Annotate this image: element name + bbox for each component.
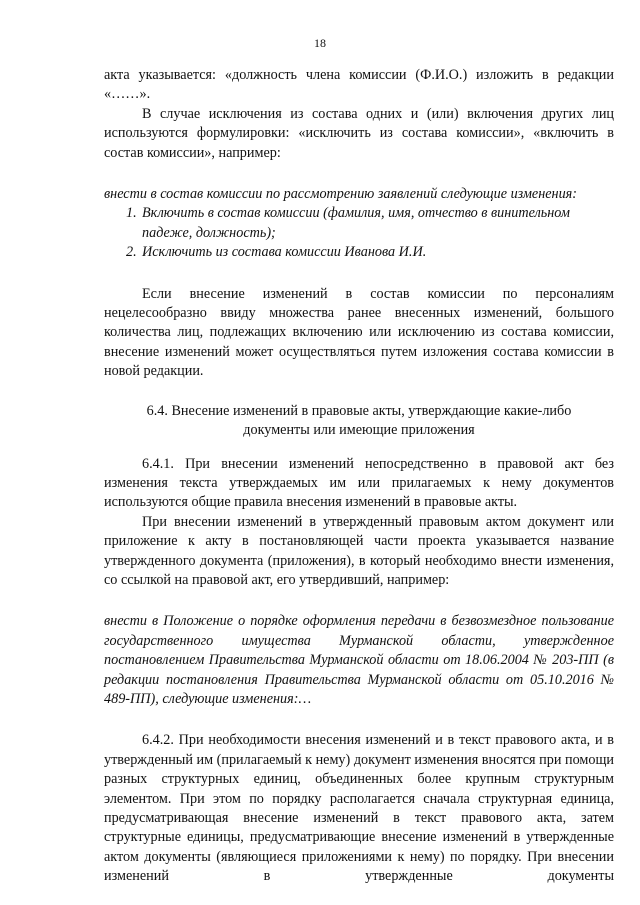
paragraph-personnel-changes: Если внесение изменений в состав комиссии по персоналиям нецелесообразно ввиду множества ранее внесенных изменений, большого количества лиц, подлежащих включению или исключению из состава комиссии, внесение изменений может осуществляться путем изложения состава комиссии в новой редакции. (104, 285, 614, 380)
paragraph-6-4-2: 6.4.2. При необходимости внесения изменений и в текст правового акта, и в утвержденный им (прилагаемый к нему) документ изменения вносятся при помощи разных структурных единиц, объединенных более крупным структурным элементом. При этом по порядку располагается сначала структурная единица, предусматривающая внесение изменений в текст правового акта, затем структурные единицы, предусматривающие внесение изменений в утвержденные актом документы (являющиеся приложениями к нему) по порядку. При внесении изменений в утвержденные документы (104, 732, 614, 885)
list-item-text: Исключить из состава комиссии Иванова И.И. (142, 244, 427, 261)
example-list-item (126, 243, 614, 262)
section-heading: 6.4. Внесение изменений в правовые акты, утверждающие какие-либо документы или имеющие приложения (146, 402, 572, 439)
example-list (104, 204, 614, 262)
paragraph-6-4-1: 6.4.1. При внесении изменений непосредственно в правовой акт без изменения текста утверждаемых им или прилагаемых к нему документов используются общие правила внесения изменений в правовые акты. (104, 455, 614, 511)
list-item-number: 1. (126, 205, 137, 222)
example-regulation: внести в Положение о порядке оформления передачи в безвозмездное пользование государственного имущества Мурманской области, утвержденное постановлением Правительства Мурманской области от 18.06.2004 № 203-ПП (в редакции постановления Правительства Мурманской области от 05.10.2016 № 489-ПП), следующие изменения:… (104, 613, 614, 707)
paragraph-continuation: акта указывается: «должность члена комиссии (Ф.И.О.) изложить в редакции «……». (104, 67, 614, 103)
example-intro: внести в состав комиссии по рассмотрению заявлений следующие изменения: (104, 186, 577, 203)
example-list-item (126, 204, 614, 243)
paragraph-exclusion-rules: В случае исключения из состава одних и (или) включения других лиц используются формулировки: «исключить из состава комиссии», «включить в состав комиссии», например: (104, 105, 614, 161)
list-item-number: 2. (126, 244, 137, 261)
document-body (104, 66, 614, 887)
list-item-text: Включить в состав комиссии (фамилия, имя, отчество в винительном падеже, должность); (142, 205, 570, 241)
paragraph-approved-documents: При внесении изменений в утвержденный правовым актом документ или приложение к акту в постановляющей части проекта указывается название утвержденного документа (приложения), в который необходимо внести изменения, со ссылкой на правовой акт, его утвердивший, например: (104, 513, 614, 588)
page-number: 18 (314, 36, 326, 50)
